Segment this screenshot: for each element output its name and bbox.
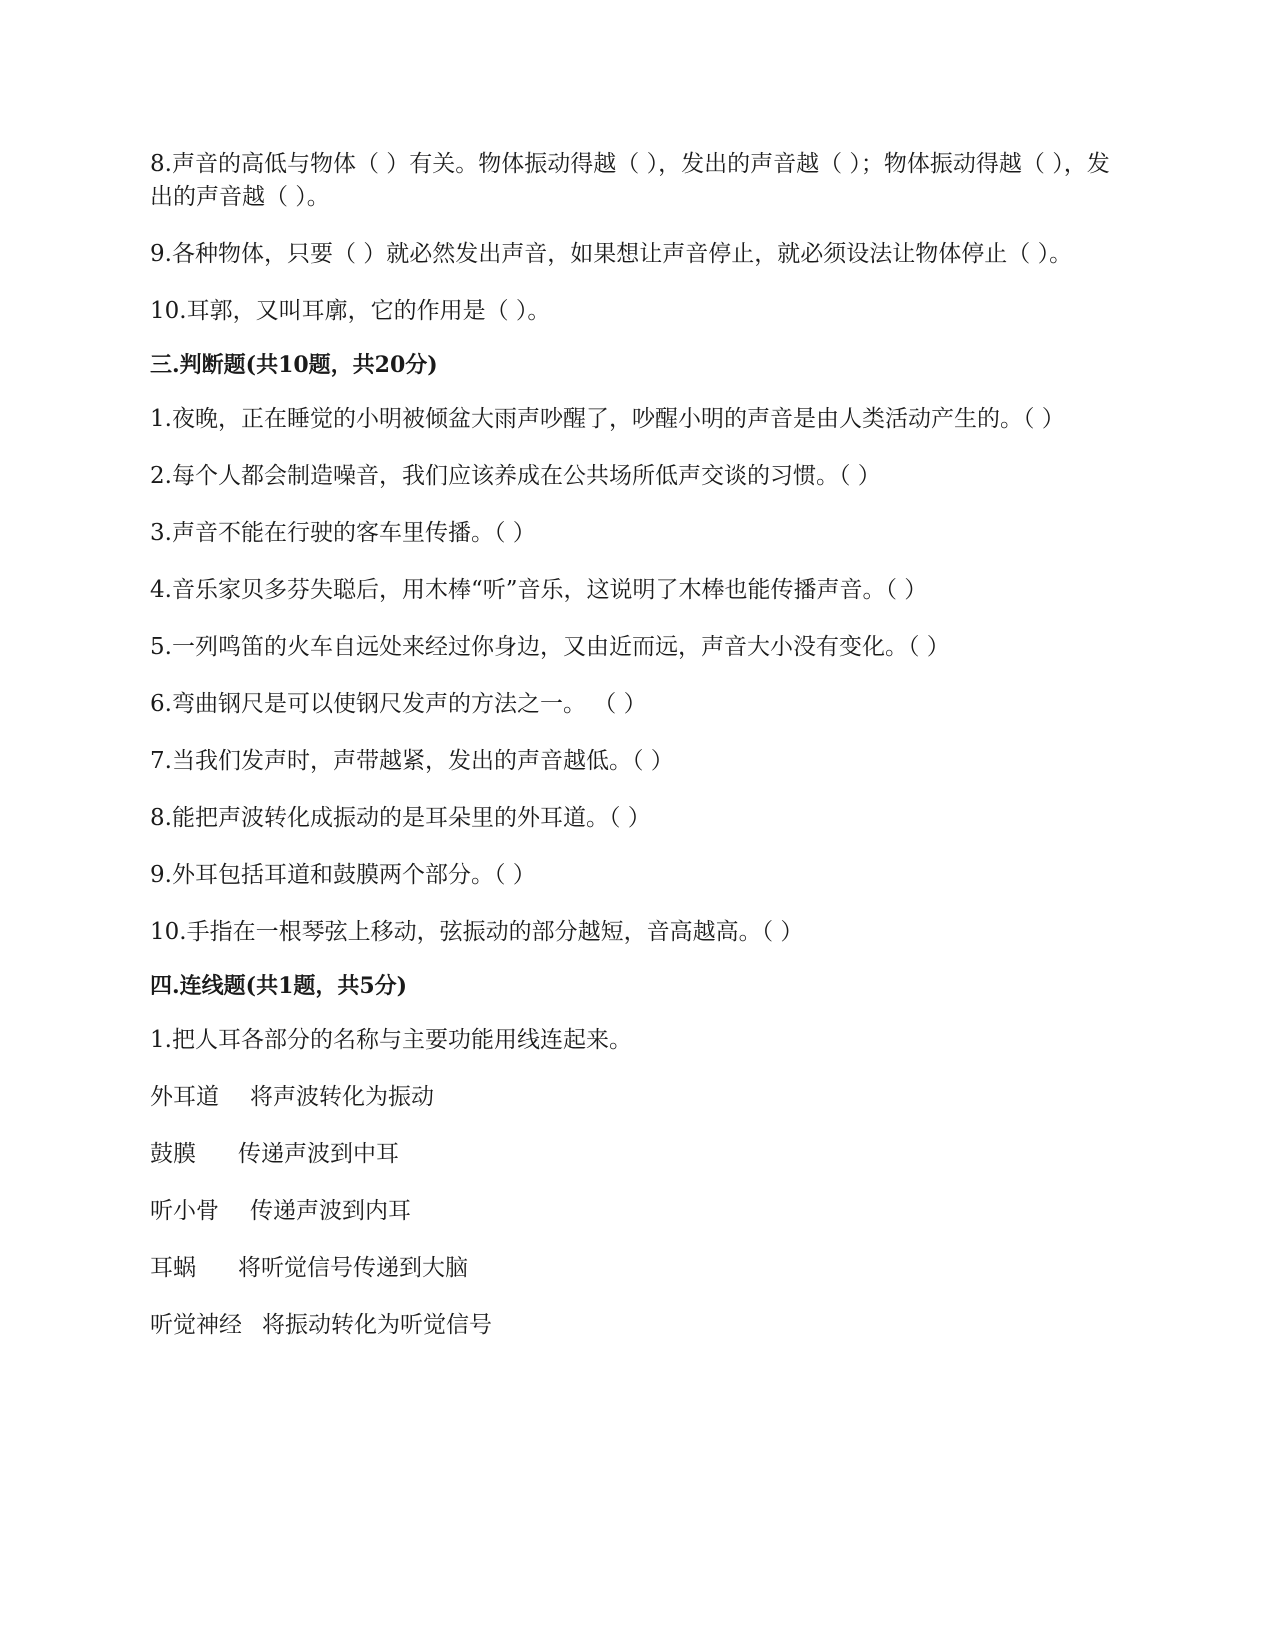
match-pair-2 (150, 1138, 1110, 1171)
ear-part-function: 传递声波到中耳 (238, 1141, 399, 1167)
question-2-10: 10.耳郭，又叫耳廓，它的作用是（ ）。 (150, 298, 551, 324)
ear-part-name: 耳蜗 (150, 1255, 196, 1281)
match-pair-4 (150, 1252, 1110, 1285)
match-pair-5 (150, 1309, 1110, 1342)
question-3-8: 8.能把声波转化成振动的是耳朵里的外耳道。（ ） (150, 805, 651, 831)
ear-part-name: 鼓膜 (150, 1141, 196, 1167)
question-3-2: 2.每个人都会制造噪音，我们应该养成在公共场所低声交谈的习惯。（ ） (150, 463, 881, 489)
document-page (150, 148, 1110, 1342)
question-3-1: 1.夜晚，正在睡觉的小明被倾盆大雨声吵醒了，吵醒小明的声音是由人类活动产生的。（ ） (150, 406, 1065, 432)
match-pair-1 (150, 1081, 1110, 1114)
question-3-9: 9.外耳包括耳道和鼓膜两个部分。（ ） (150, 862, 536, 888)
ear-part-function: 将声波转化为振动 (250, 1084, 434, 1110)
ear-part-function: 将振动转化为听觉信号 (262, 1312, 492, 1338)
match-pair-3 (150, 1195, 1110, 1228)
question-3-4: 4.音乐家贝多芬失聪后，用木棒“听”音乐，这说明了木棒也能传播声音。（ ） (150, 577, 928, 603)
question-3-6: 6.弯曲钢尺是可以使钢尺发声的方法之一。 （ ） (150, 691, 647, 717)
section-4-heading: 四.连线题(共1题，共5分) (150, 973, 408, 999)
ear-part-name: 听小骨 (150, 1198, 219, 1224)
question-3-5: 5.一列鸣笛的火车自远处来经过你身边，又由近而远，声音大小没有变化。（ ） (150, 634, 950, 660)
ear-part-name: 外耳道 (150, 1084, 219, 1110)
ear-part-function: 将听觉信号传递到大脑 (238, 1255, 468, 1281)
question-2-9: 9.各种物体，只要（ ）就必然发出声音，如果想让声音停止，就必须设法让物体停止（ ）。 (150, 241, 1073, 267)
question-2-8: 8.声音的高低与物体（ ）有关。物体振动得越（ ），发出的声音越（ ）；物体振动得越（ ），发出的声音越（ ）。 (150, 151, 1110, 210)
question-3-7: 7.当我们发声时，声带越紧，发出的声音越低。（ ） (150, 748, 674, 774)
section-3-heading: 三.判断题(共10题，共20分) (150, 352, 438, 378)
ear-part-name: 听觉神经 (150, 1312, 242, 1338)
question-3-3: 3.声音不能在行驶的客车里传播。（ ） (150, 520, 536, 546)
question-4-1: 1.把人耳各部分的名称与主要功能用线连起来。 (150, 1027, 632, 1053)
ear-part-function: 传递声波到内耳 (250, 1198, 411, 1224)
question-3-10: 10.手指在一根琴弦上移动，弦振动的部分越短，音高越高。（ ） (150, 919, 804, 945)
